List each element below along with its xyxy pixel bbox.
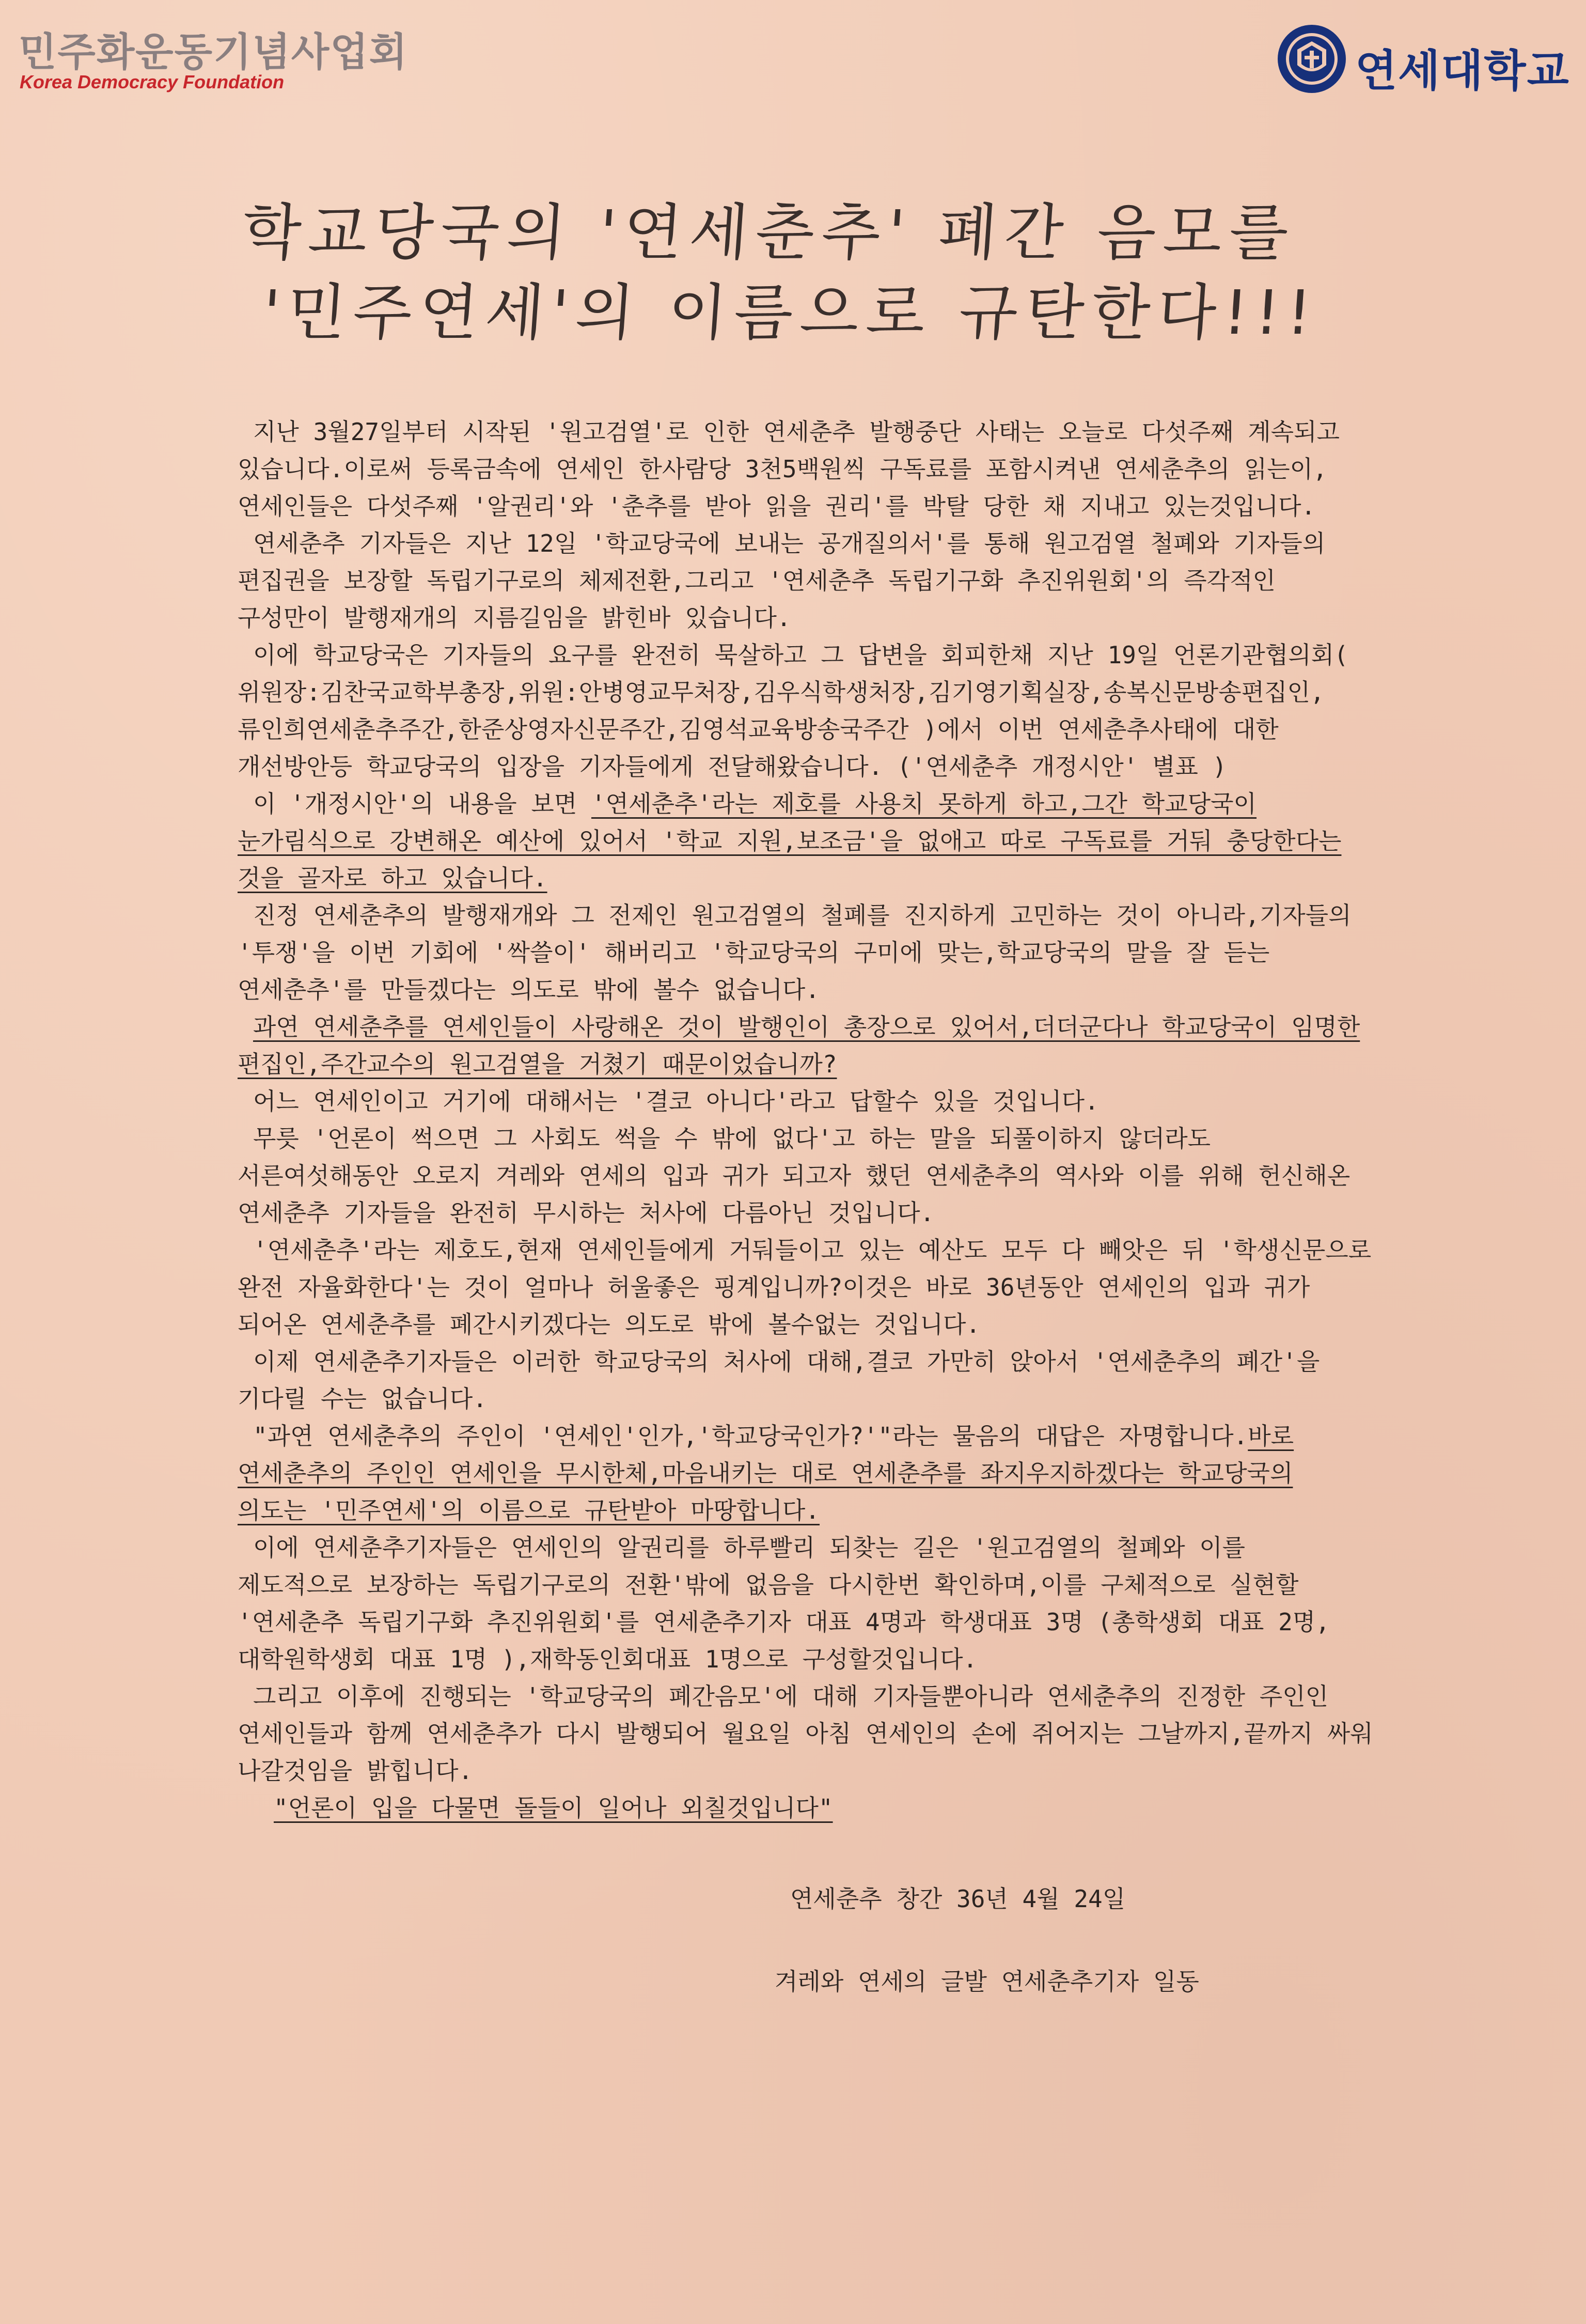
paragraph-5: 진정 연세춘추의 발행재개와 그 전제인 원고검열의 철폐를 진지하게 고민하는 것이 아니라,기자들의 '투쟁'을 이번 기회에 '싹쓸이' 해버리고 '학교당국의 구미에 맞는,학교당국의 말을 잘 듣는 연세춘추'를 만들겠다는 의도로 밖에 볼수 없습니다.	[238, 901, 1352, 1004]
paragraph-8: 무릇 '언론이 썩으면 그 사회도 썩을 수 밖에 없다'고 하는 말을 되풀이하지 않더라도 서른여섯해동안 오로지 겨레와 연세의 입과 귀가 되고자 했던 연세춘추의 역사와 이를 위해 헌신해온 연세춘추 기자들을 완전히 무시하는 처사에 다름아닌 것입니다.	[238, 1125, 1351, 1227]
paragraph-7: 어느 연세인이고 거기에 대해서는 '결코 아니다'라고 답할수 있을 것입니다.	[253, 1087, 1099, 1115]
paragraph-11-lead: "과연 연세춘추의 주인이 '연세인'인가,'학교당국인가?'"라는 물음의 대답은 자명합니다.	[253, 1422, 1248, 1450]
paragraph-6-underlined: 과연 연세춘추를 연세인들이 사랑해온 것이 발행인이 총장으로 있어서,더더군다나 학교당국이 임명한 편집인,주간교수의 원고검열을 거쳤기 때문이었습니까?	[238, 1013, 1360, 1078]
paragraph-13: 그리고 이후에 진행되는 '학교당국의 폐간음모'에 대해 기자들뿐아니라 연세춘추의 진정한 주인인 연세인들과 함께 연세춘추가 다시 발행되어 월요일 아침 연세인의 손에 쥐어지는 그날까지,끝까지 싸워 나갈것임을 밝힙니다.	[238, 1682, 1373, 1785]
paragraph-1: 지난 3월27일부터 시작된 '원고검열'로 인한 연세춘추 발행중단 사태는 오늘로 다섯주째 계속되고 있습니다.이로써 등록금속에 연세인 한사람당 3천5백원씩 구독료를 포함시켜낸 연세춘추의 읽는이,연세인들은 다섯주째 '알권리'와 '춘추를 받아 읽을 권리'를 박탈 당한 채 지내고 있는것입니다.	[238, 418, 1340, 520]
paragraph-3: 이에 학교당국은 기자들의 요구를 완전히 묵살하고 그 답변을 회피한채 지난 19일 언론기관협의회( 위원장:김찬국교학부총장,위원:안병영교무처장,김우식학생처장,김기영기획실장,송복신문방송편집인,류인희연세춘추주간,한준상영자신문주간,김영석교육방송국주간 )에서 이번 연세춘추사태에 대한 개선방안등 학교당국의 입장을 기자들에게 전달해왔습니다. ('연세춘추 개정시안' 별표 )	[238, 641, 1348, 781]
closing-quote	[238, 1789, 1374, 1827]
title-line-2: '민주연세'의 이름으로 규탄한다!!!	[260, 277, 1321, 348]
yonsei-seal-icon	[1276, 23, 1348, 95]
kdf-logo-english: Korea Democracy Foundation	[20, 71, 285, 92]
document-body	[238, 413, 1374, 1827]
title-line-1: 학교당국의 '연세춘추' 폐간 음모를	[240, 197, 1298, 268]
paragraph-4	[238, 785, 1374, 897]
paragraph-4-underlined: '연세춘추'라는 제호를 사용치 못하게 하고,그간 학교당국이 눈가림식으로 강변해온 예산에 있어서 '학교 지원,보조금'을 없애고 따로 구독료를 거둬 충당한다는 것을 골자로 하고 있습니다.	[238, 790, 1342, 892]
yonsei-logo-name: 연세대학교	[1355, 45, 1570, 96]
paragraph-11	[238, 1417, 1374, 1529]
yonsei-logo	[1276, 23, 1570, 100]
kdf-logo	[19, 21, 409, 98]
paragraph-12: 이에 연세춘추기자들은 연세인의 알권리를 하루빨리 되찾는 길은 '원고검열의 철폐와 이를 제도적으로 보장하는 독립기구로의 전환'밖에 없음을 다시한번 확인하며,이를 구체적으로 실현할 '연세춘추 독립기구화 추진위원회'를 연세춘추기자 대표 4명과 학생대표 3명 (총학생회 대표 2명,대학원학생회 대표 1명 ),재학동인회대표 1명으로 구성할것입니다.	[238, 1534, 1330, 1673]
paragraph-6	[238, 1008, 1374, 1083]
paragraph-11-underlined: 바로 연세춘추의 주인인 연세인을 무시한체,마음내키는 대로 연세춘추를 좌지우지하겠다는 학교당국의 의도는 '민주연세'의 이름으로 규탄받아 마땅합니다.	[238, 1422, 1294, 1524]
signature-signer: 겨레와 연세의 글발 연세춘추기자 일동	[775, 1968, 1199, 1995]
signature-date: 연세춘추 창간 36년 4월 24일	[790, 1885, 1126, 1913]
paragraph-2: 연세춘추 기자들은 지난 12일 '학교당국에 보내는 공개질의서'를 통해 원고검열 철폐와 기자들의 편집권을 보장할 독립기구로의 체제전환,그리고 '연세춘추 독립기구화 추진위원회'의 즉각적인 구성만이 발행재개의 지름길임을 밝힌바 있습니다.	[238, 529, 1326, 632]
kdf-logo-korean: 민주화운동기념사업회	[19, 29, 409, 75]
closing-quote-text: "언론이 입을 다물면 돌들이 일어나 외칠것입니다"	[274, 1794, 833, 1822]
paragraph-4-lead: 이 '개정시안'의 내용을 보면	[253, 790, 591, 818]
paragraph-10: 이제 연세춘추기자들은 이러한 학교당국의 처사에 대해,결코 가만히 앉아서 '연세춘추의 폐간'을 기다릴 수는 없습니다.	[238, 1348, 1320, 1413]
paragraph-9: '연세춘추'라는 제호도,현재 연세인들에게 거둬들이고 있는 예산도 모두 다 빼앗은 뒤 '학생신문으로 완전 자율화한다'는 것이 얼마나 허울좋은 핑계입니까?이것은 바로 36년동안 연세인의 입과 귀가 되어온 연세춘추를 폐간시키겠다는 의도로 밖에 볼수없는 것입니다.	[238, 1236, 1372, 1338]
